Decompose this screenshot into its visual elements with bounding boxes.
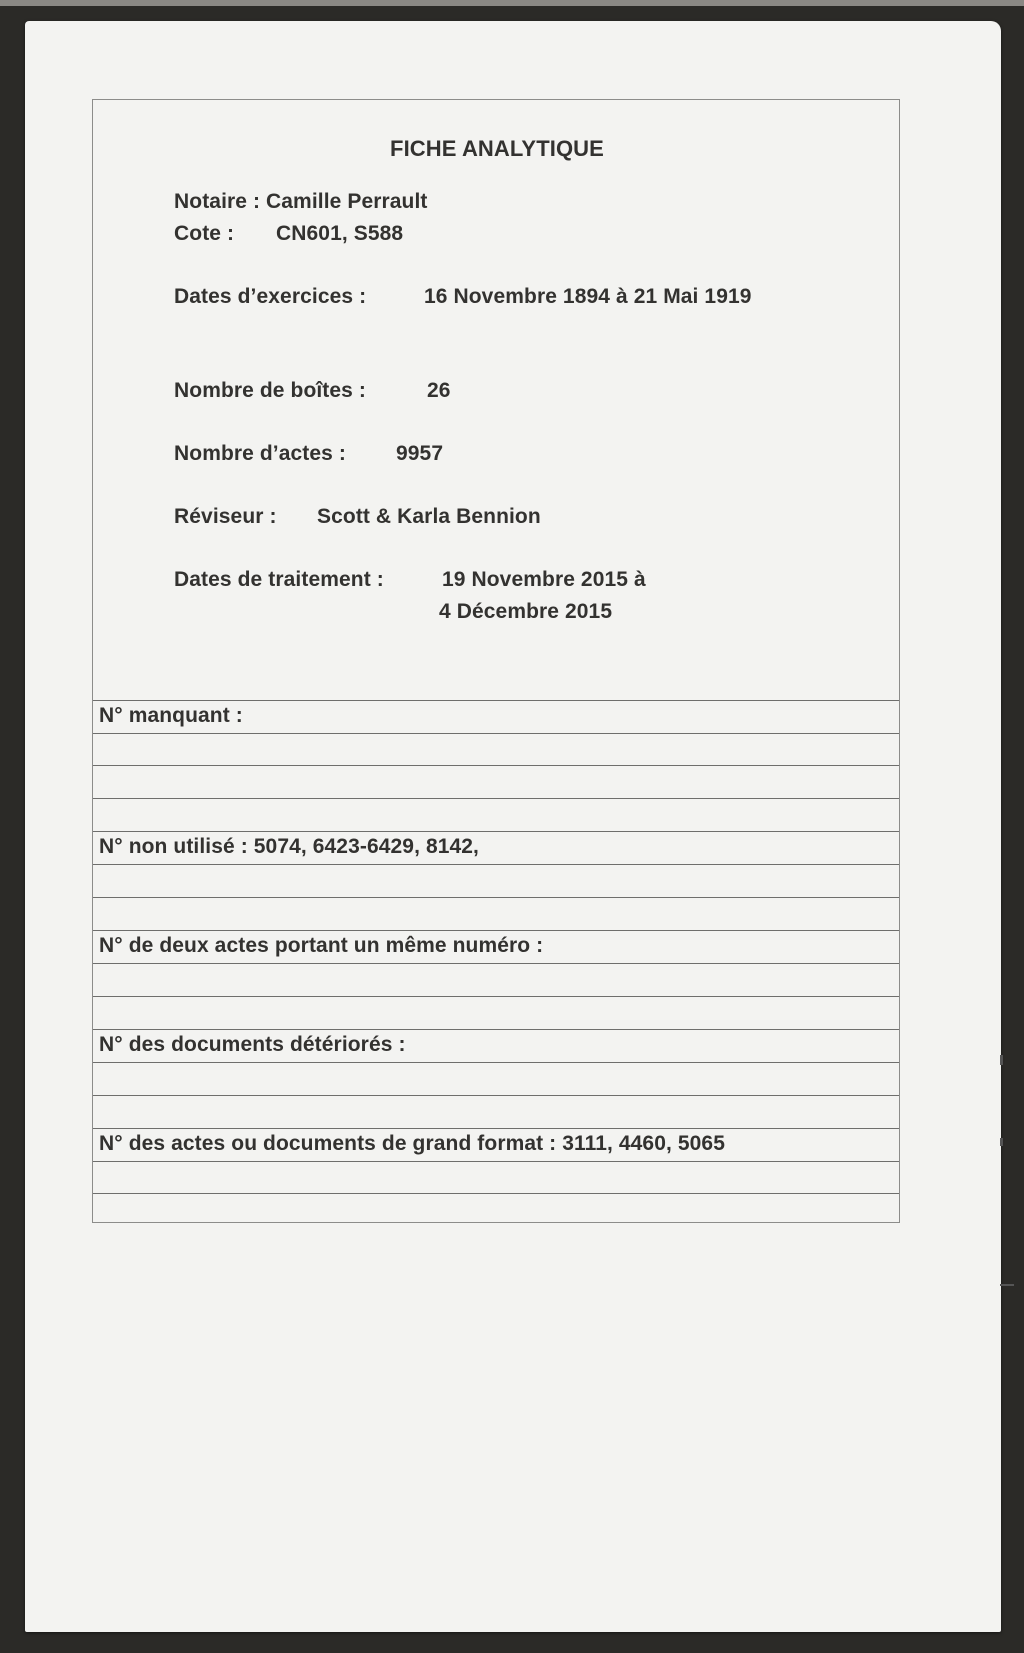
section-meme-numero: N° de deux actes portant un même numéro : <box>99 934 544 957</box>
rule-line <box>93 963 899 964</box>
rule-line <box>93 1193 899 1194</box>
reviseur-label: Réviseur : <box>174 505 277 528</box>
dates-exercices-label: Dates d’exercices : <box>174 285 367 308</box>
rule-line <box>93 1062 899 1063</box>
rule-line <box>93 996 899 997</box>
section-non-utilise: N° non utilisé : 5074, 6423-6429, 8142, <box>99 835 479 858</box>
rule-line <box>93 1095 899 1096</box>
scan-mark <box>1000 1055 1003 1065</box>
scan-mark <box>1000 1284 1014 1286</box>
reviseur-value: Scott & Karla Bennion <box>317 505 541 528</box>
nombre-boites-label: Nombre de boîtes : <box>174 379 366 402</box>
rule-line <box>93 798 899 799</box>
notaire-field: Notaire : Camille Perrault <box>174 190 428 213</box>
nombre-boites-value: 26 <box>427 379 451 402</box>
cote-value: CN601, S588 <box>276 222 404 245</box>
nombre-actes-label: Nombre d’actes : <box>174 442 346 465</box>
scanner-top-edge <box>0 0 1024 6</box>
rule-line <box>93 864 899 865</box>
rule-line <box>93 831 899 832</box>
rule-line <box>93 700 899 701</box>
rule-line <box>93 930 899 931</box>
analytic-form-box <box>92 99 900 1223</box>
dates-exercices-value: 16 Novembre 1894 à 21 Mai 1919 <box>424 285 752 308</box>
rule-line <box>93 765 899 766</box>
cote-label: Cote : <box>174 222 235 245</box>
dates-traitement-value-line1: 19 Novembre 2015 à <box>442 568 646 591</box>
section-deteriores: N° des documents détériorés : <box>99 1033 406 1056</box>
rule-line <box>93 733 899 734</box>
scan-mark <box>1000 1138 1003 1146</box>
rule-line <box>93 897 899 898</box>
form-title: FICHE ANALYTIQUE <box>390 136 604 161</box>
dates-traitement-label: Dates de traitement : <box>174 568 384 591</box>
dates-traitement-value-line2: 4 Décembre 2015 <box>439 600 613 623</box>
section-manquant: N° manquant : <box>99 704 243 727</box>
rule-line <box>93 1161 899 1162</box>
nombre-actes-value: 9957 <box>396 442 444 465</box>
rule-line <box>93 1029 899 1030</box>
section-grand-format: N° des actes ou documents de grand format : 3111, 4460, 5065 <box>99 1132 725 1155</box>
rule-line <box>93 1128 899 1129</box>
